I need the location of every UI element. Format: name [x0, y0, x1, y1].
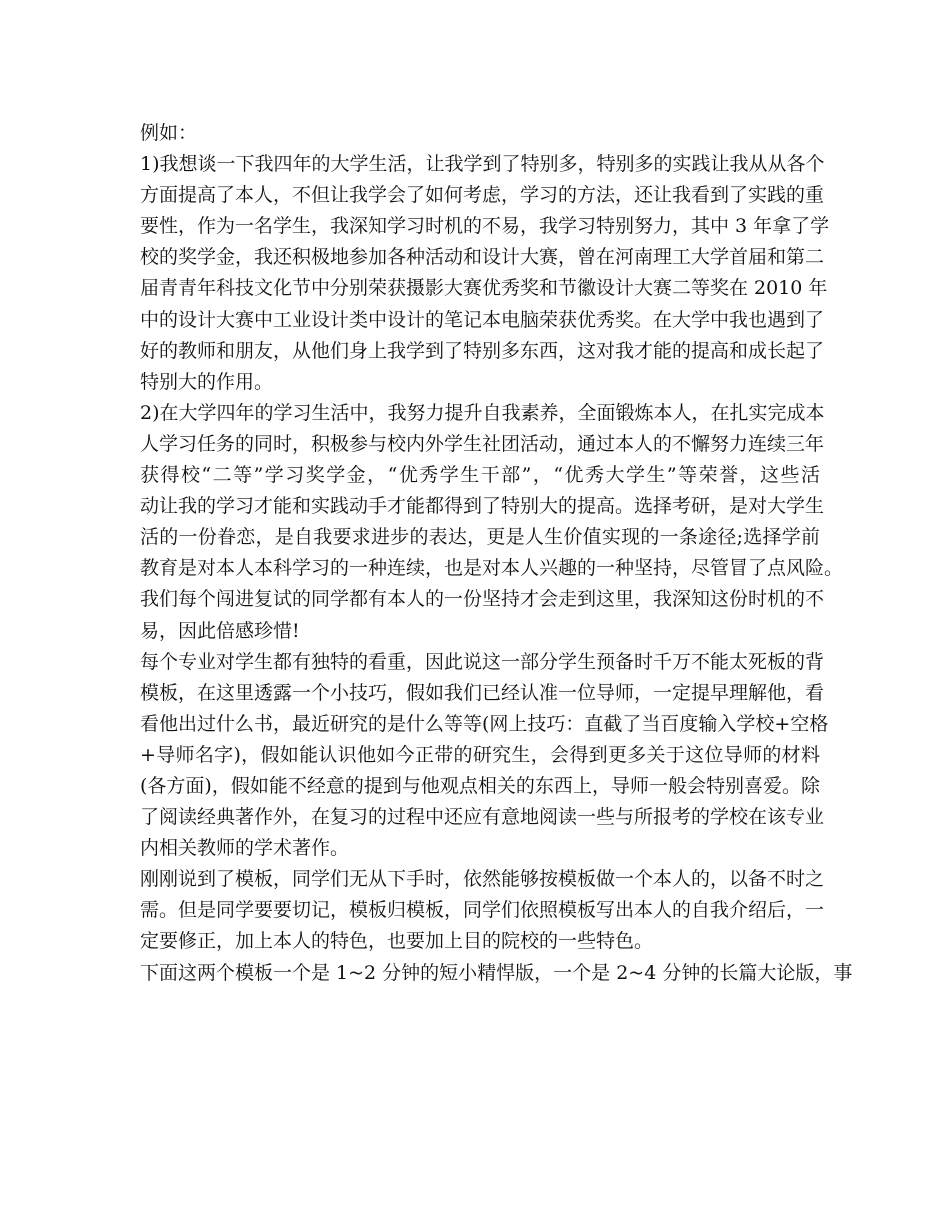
text-line: 看他出过什么书，最近研究的是什么等等(网上技巧：直截了当百度输入学校+空格: [140, 712, 829, 735]
document-body: [140, 118, 853, 989]
text-line: 特别大的作用。: [140, 370, 274, 393]
text-line: 中的设计大赛中工业设计类中设计的笔记本电脑荣获优秀奖。在大学中我也遇到了: [140, 308, 825, 331]
text-line: 获得校“二等”学习奖学金，“优秀学生干部”，“优秀大学生”等荣誉，这些活: [140, 464, 820, 487]
text-line: 定要修正，加上本人的特色，也要加上目的院校的一些特色。: [140, 930, 654, 953]
text-line: 2)在大学四年的学习生活中，我努力提升自我素养，全面锻炼本人，在扎实完成本: [140, 401, 825, 424]
text-line: 需。但是同学要要切记，模板归模板，同学们依照模板写出本人的自我介绍后，一: [140, 899, 825, 922]
text-line: 好的教师和朋友，从他们身上我学到了特别多东西，这对我才能的提高和成长起了: [140, 339, 825, 362]
text-line: 刚刚说到了模板，同学们无从下手时，依然能够按模板做一个本人的，以备不时之: [140, 868, 825, 891]
text-line: 了阅读经典著作外，在复习的过程中还应有意地阅读一些与所报考的学校在该专业: [140, 806, 825, 829]
text-line: 动让我的学习才能和实践动手才能都得到了特别大的提高。选择考研，是对大学生: [140, 495, 825, 518]
text-line: 要性，作为一名学生，我深知学习时机的不易，我学习特别努力，其中 3 年拿了学: [140, 215, 830, 238]
text-line: 1)我想谈一下我四年的大学生活，让我学到了特别多，特别多的实践让我从从各个: [140, 153, 825, 176]
text-line: 例如：: [140, 122, 198, 144]
text-line: +导师名字)，假如能认识他如今正带的研究生，会得到更多关于这位导师的材料: [140, 743, 820, 766]
text-line: 校的奖学金，我还积极地参加各种活动和设计大赛，曾在河南理工大学首届和第二: [140, 246, 825, 269]
text-line: 教育是对本人本科学习的一种连续，也是对本人兴趣的一种坚持，尽管冒了点风险。: [140, 557, 844, 580]
text-line: 我们每个闯进复试的同学都有本人的一份坚持才会走到这里，我深知这份时机的不: [140, 588, 825, 611]
text-line: 届青青年科技文化节中分别荣获摄影大赛优秀奖和节徽设计大赛二等奖在 2010 年: [140, 277, 828, 300]
text-line: 易，因此倍感珍惜!: [140, 619, 300, 642]
text-line: 人学习任务的同时，积极参与校内外学生社团活动，通过本人的不懈努力连续三年: [140, 432, 825, 455]
text-line: (各方面)，假如能不经意的提到与他观点相关的东西上，导师一般会特别喜爱。除: [140, 774, 820, 797]
text-line: 活的一份眷恋，是自我要求进步的表达，更是人生价值实现的一条途径;选择学前: [140, 526, 820, 549]
text-line: 方面提高了本人，不但让我学会了如何考虑，学习的方法，还让我看到了实践的重: [140, 184, 825, 207]
text-line: 每个专业对学生都有独特的看重，因此说这一部分学生预备时千万不能太死板的背: [140, 650, 825, 673]
text-line: 模板，在这里透露一个小技巧，假如我们已经认准一位导师，一定提早理解他，看: [140, 681, 825, 704]
text-line: 下面这两个模板一个是 1~2 分钟的短小精悍版，一个是 2~4 分钟的长篇大论版，事: [140, 961, 853, 984]
text-line: 内相关教师的学术著作。: [140, 837, 350, 860]
